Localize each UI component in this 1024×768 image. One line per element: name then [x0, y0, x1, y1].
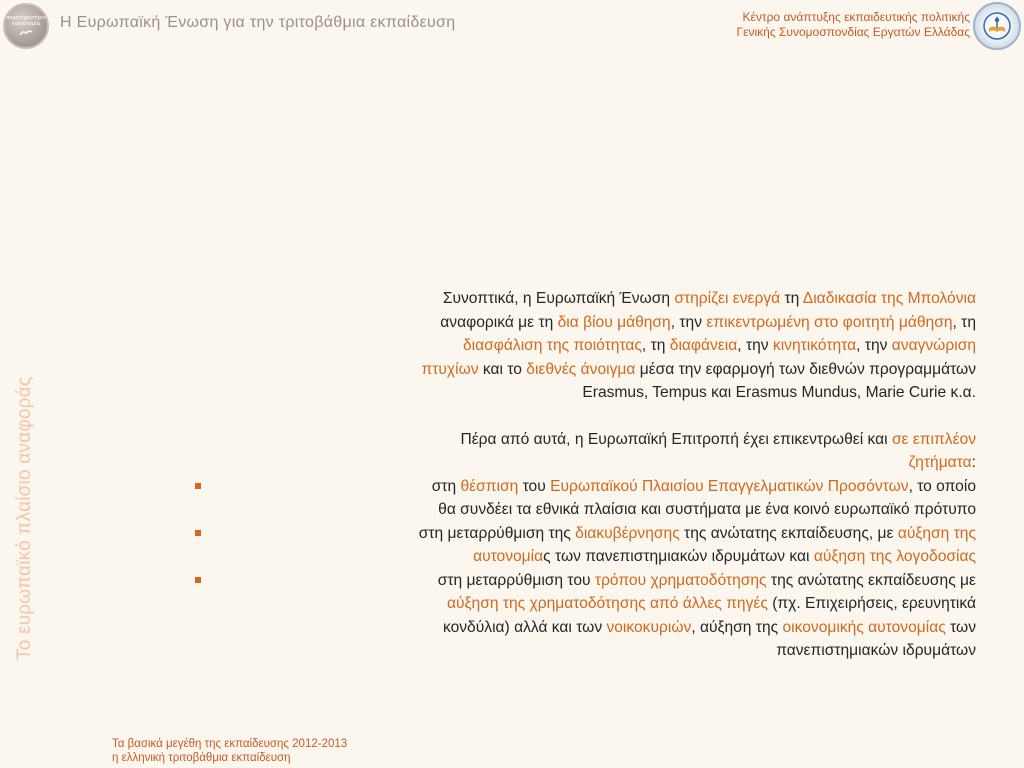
paragraph-line: Συνοπτικά, η Ευρωπαϊκή Ένωση στηρίζει ενεργά τη Διαδικασία της Μπολόνια: [442, 290, 976, 307]
organization-name: [737, 10, 970, 40]
organization-line2: Γενικής Συνομοσπονδίας Εργατών Ελλάδας: [736, 25, 970, 39]
bird-icon: [19, 29, 33, 37]
paragraph-line: ζητήματα:: [908, 454, 976, 471]
main-content: [190, 287, 976, 663]
observatory-logo: [3, 3, 49, 49]
paragraph-line: Erasmus, Tempus και Erasmus Mundus, Marie Curie κ.α.: [582, 384, 976, 401]
list-item: στη μεταρρύθμιση της διακυβέρνησης της ανώτατης εκπαίδευσης, με αύξηση της: [190, 522, 976, 546]
list-item-continuation: αυτονομίας των πανεπιστημιακών ιδρυμάτων και αύξηση της λογοδοσίας: [473, 548, 976, 565]
logo-text-line2: καινοτομία: [11, 21, 41, 27]
bullet-icon: [195, 530, 201, 536]
list-item-continuation: θα συνδέει τα εθνικά πλαίσια και συστήματα με ένα κοινό ευρωπαϊκό πρότυπο: [438, 501, 976, 518]
page-title: Η Ευρωπαϊκή Ένωση για την τριτοβάθμια εκπαίδευση: [60, 14, 456, 31]
list-item-continuation: αύξηση της χρηματοδότησης από άλλες πηγές (πχ. Επιχειρήσεις, ερευνητικά: [447, 595, 976, 612]
paragraph-line: αναφορικά με τη δια βίου μάθηση, την επικεντρωμένη στο φοιτητή μάθηση, τη: [440, 313, 976, 331]
organization-line1: Κέντρο ανάπτυξης εκπαιδευτικής πολιτικής: [742, 10, 970, 24]
paragraph-line: πτυχίων και το διεθνές άνοιγμα μέσα την εφαρμογή των διεθνών προγραμμάτων: [421, 360, 976, 378]
list-item-continuation: κονδύλια) αλλά και των νοικοκυριών, αύξηση της οικονομικής αυτονομίας των: [442, 618, 976, 636]
bullet-icon: [195, 483, 201, 489]
list-item: στη μεταρρύθμιση του τρόπου χρηματοδότησης της ανώτατης εκπαίδευσης με: [190, 569, 976, 593]
bullet-icon: [195, 577, 201, 583]
paragraph-line: διασφάλιση της ποιότητας, τη διαφάνεια, την κινητικότητα, την αναγνώριση: [463, 337, 976, 354]
footer: [112, 737, 347, 765]
list-item-continuation: πανεπιστημιακών ιδρυμάτων: [776, 642, 976, 659]
book-icon: [982, 11, 1012, 41]
footer-line1: Τα βασικά μεγέθη της εκπαίδευσης 2012-2013: [112, 738, 348, 750]
kanep-logo: [973, 2, 1021, 50]
list-item: στη θέσπιση του Ευρωπαϊκού Πλαισίου Επαγγελματικών Προσόντων, το οποίο: [190, 475, 976, 499]
logo-text-line1: παρατηρητήριο: [6, 15, 46, 21]
header-bar: [0, 0, 1024, 52]
section-vertical-title: Το ευρωπαϊκό πλαίσιο αναφοράς: [14, 376, 35, 660]
paragraph-line: Πέρα από αυτά, η Ευρωπαϊκή Επιτροπή έχει επικεντρωθεί και σε επιπλέον: [460, 430, 976, 448]
footer-line2: η ελληνική τριτοβάθμια εκπαίδευση: [112, 752, 291, 764]
